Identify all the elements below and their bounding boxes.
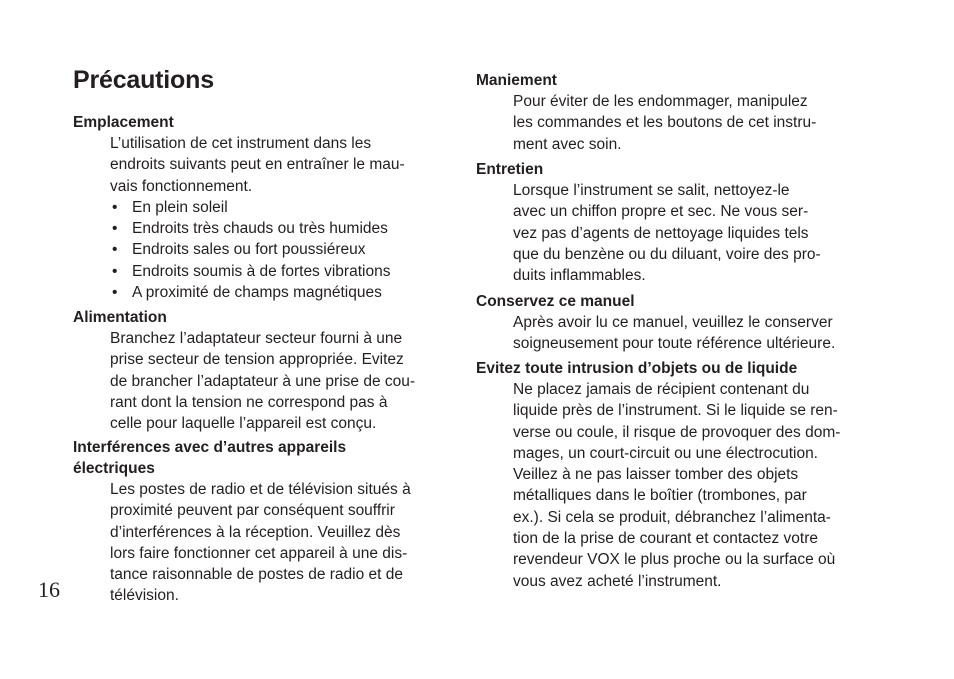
section-body: L’utilisation de cet instrument dans les endroits suivants peut en entraîner le mau- vais fonctionnement.	[110, 135, 405, 195]
section-heading: Evitez toute intrusion d’objets ou de liquide	[476, 360, 798, 377]
section-emplacement	[73, 112, 445, 303]
page-number: 16	[38, 577, 60, 602]
section-body: Les postes de radio et de télévision situés à proximité peuvent par conséquent souffrir d’interférences à la réception. Veuillez dès lors faire fonctionner cet appareil à une dis- tance raisonnable de postes de radio et de télévision.	[110, 481, 411, 605]
section-heading: Alimentation	[73, 309, 167, 326]
list-item: • En plein soleil	[110, 197, 445, 218]
section-heading: Entretien	[476, 161, 544, 178]
section-body: Pour éviter de les endommager, manipulez les commandes et les boutons de cet instru- ment avec soin.	[513, 93, 817, 153]
section-body: Ne placez jamais de récipient contenant du liquide près de l’instrument. Si le liquide se ren- verse ou coule, il risque de provoquer des dom- mages, un court-circuit ou une électrocution. Veillez à ne pas laisser tomber des objets métalliques dans le boîtier (trombones, par ex.). Si cela se produit, débranchez l’alimenta- tion de la prise de courant et contactez votre revendeur VOX le plus proche ou la surface où vous avez acheté l’instrument.	[513, 381, 841, 590]
list-item: • Endroits soumis à de fortes vibrations	[110, 261, 445, 282]
section-heading: Interférences avec d’autres appareils électriques	[73, 439, 347, 477]
section-body: Branchez l’adaptateur secteur fourni à une prise secteur de tension appropriée. Evitez de brancher l’adaptateur à une prise de cou- rant dont la tension ne correspond pas à celle pour laquelle l’appareil est conçu.	[110, 330, 416, 433]
section-entretien	[476, 159, 856, 286]
section-maniement	[476, 70, 856, 155]
section-alimentation	[73, 307, 445, 434]
section-conservez	[476, 291, 856, 355]
page-title: Précautions	[73, 66, 214, 94]
list-item: • A proximité de champs magnétiques	[110, 282, 445, 303]
section-heading: Emplacement	[73, 114, 174, 131]
section-evitez	[476, 358, 856, 592]
section-interferences	[73, 437, 445, 607]
section-heading: Maniement	[476, 72, 557, 89]
list-item: • Endroits sales ou fort poussiéreux	[110, 239, 445, 260]
section-body: Lorsque l’instrument se salit, nettoyez-le avec un chiffon propre et sec. Ne vous ser- vez pas d’agents de nettoyage liquides tels que du benzène ou du diluant, voire des pro- duits inflammables.	[513, 182, 821, 285]
list-item: • Endroits très chauds ou très humides	[110, 218, 445, 239]
bullet-list	[110, 197, 445, 303]
section-heading: Conservez ce manuel	[476, 293, 635, 310]
section-body: Après avoir lu ce manuel, veuillez le conserver soigneusement pour toute référence ultérieure.	[513, 314, 836, 353]
